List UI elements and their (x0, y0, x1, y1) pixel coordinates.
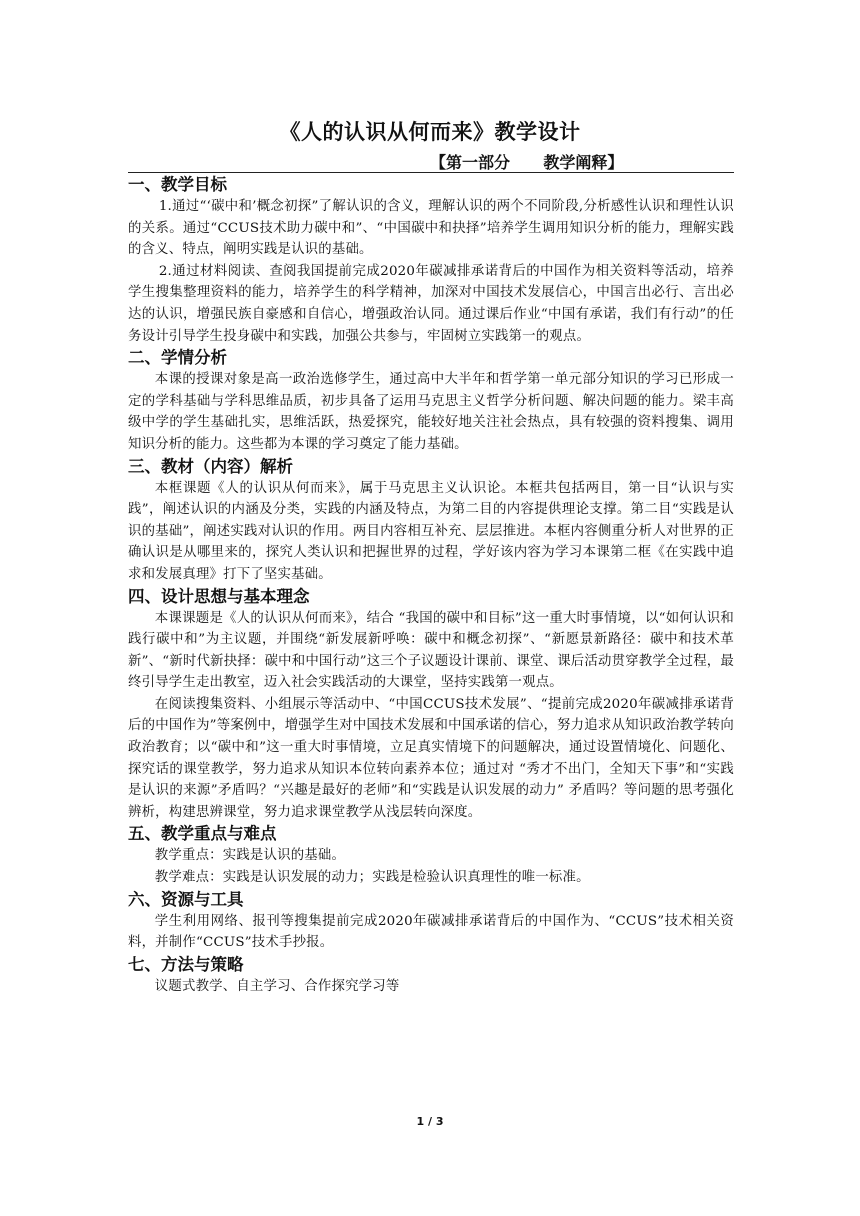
paragraph: 议题式教学、自主学习、合作探究学习等 (154, 978, 400, 994)
document-title: 《人的认识从何而来》教学设计 (279, 120, 581, 144)
section-heading-objectives: 一、教学目标 (128, 175, 227, 194)
paragraph: 2.通过材料阅读、查阅我国提前完成2020年碳减排承诺背后的中国作为相关资料等活动，培养学生搜集整理资料的能力，培养学生的科学精神，加深对中国技术发展信心，中国言出必行、言出必达的认识，增强民族自豪感和自信心，增强政治认同。通过课后作业“中国有承诺，我们有行动”的任务设计引导学生投身碳中和实践，加强公共参与，牢固树立实践第一的观点。 (128, 263, 734, 344)
section-heading-textbook-analysis: 三、教材（内容）解析 (128, 456, 293, 476)
header-rule (128, 172, 734, 173)
page-number: 1 / 3 (416, 1115, 444, 1128)
paragraph: 本课的授课对象是高一政治选修学生，通过高中大半年和哲学第一单元部分知识的学习已形成一定的学科基础与学科思维品质，初步具备了运用马克思主义哲学分析问题、解决问题的能力。梁丰高级中学的学生基础扎实，思维活跃，热爱探究，能较好地关注社会热点，具有较强的资料搜集、调用知识分析的能力。这些都为本课的学习奠定了能力基础。 (128, 372, 734, 452)
paragraph: 本课课题是《人的认识从何而来》，结合 “我国的碳中和目标”这一重大时事情境，以“如何认识和践行碳中和”为主议题，并围绕“新发展新呼唤：碳中和概念初探”、“新愿景新路径：碳中和技术革新”、“新时代新抉择：碳中和中国行动”这三个子议题设计课前、课堂、课后活动贯穿教学全过程，最终引导学生走出教室，迈入社会实践活动的大课堂，坚持实践第一观点。 (128, 610, 734, 691)
document-body (128, 174, 734, 997)
paragraph: 在阅读搜集资料、小组展示等活动中、“中国CCUS技术发展”、“提前完成2020年碳减排承诺背后的中国作为”等案例中，增强学生对中国技术发展和中国承诺的信心，努力追求从知识政治教学转向政治教育；以“碳中和”这一重大时事情境，立足真实情境下的问题解决，通过设置情境化、问题化、探究话的课堂教学，努力追求从知识本位转向素养本位；通过对 “秀才不出门，全知天下事”和“实践是认识的来源”矛盾吗？“兴趣是最好的老师”和“实践是认识发展的动力” 矛盾吗？等问题的思考强化辨析，构建思辨课堂，努力追求课堂教学从浅层转向深度。 (128, 696, 734, 820)
paragraph: 本框课题《人的认识从何而来》，属于马克思主义认识论。本框共包括两目，第一目“认识与实践”，阐述认识的内涵及分类，实践的内涵及特点，为第二目的内容提供理论支撑。第二目“实践是认识的基础”，阐述实践对认识的作用。两目内容相互补充、层层推进。本框内容侧重分析人对世界的正确认识是从哪里来的，探究人类认识和把握世界的过程，学好该内容为学习本课第二框《在实践中追求和发展真理》打下了坚实基础。 (128, 480, 734, 582)
paragraph: 教学重点：实践是认识的基础。 (154, 848, 346, 864)
section-heading-key-points: 五、教学重点与难点 (128, 824, 277, 844)
paragraph: 学生利用网络、报刊等搜集提前完成2020年碳减排承诺背后的中国作为、“CCUS”技术相关资料，并制作“CCUS”技术手抄报。 (128, 913, 734, 951)
section-heading-methods: 七、方法与策略 (128, 954, 244, 974)
paragraph: 教学难点：实践是认识发展的动力；实践是检验认识真理性的唯一标准。 (154, 870, 590, 886)
section-heading-resources: 六、资源与工具 (128, 889, 244, 909)
part-subtitle: 【第一部分 教学阐释】 (430, 153, 624, 172)
section-heading-design-concept: 四、设计思想与基本理念 (128, 586, 310, 606)
paragraph: 1.通过“‘碳中和’概念初探”了解认识的含义，理解认识的两个不同阶段,分析感性认识和理性认识的关系。通过“CCUS技术助力碳中和”、“中国碳中和抉择”培养学生调用知识分析的能力，理解实践的含义、特点，阐明实践是认识的基础。 (128, 199, 734, 258)
section-heading-student-analysis: 二、学情分析 (128, 348, 227, 368)
